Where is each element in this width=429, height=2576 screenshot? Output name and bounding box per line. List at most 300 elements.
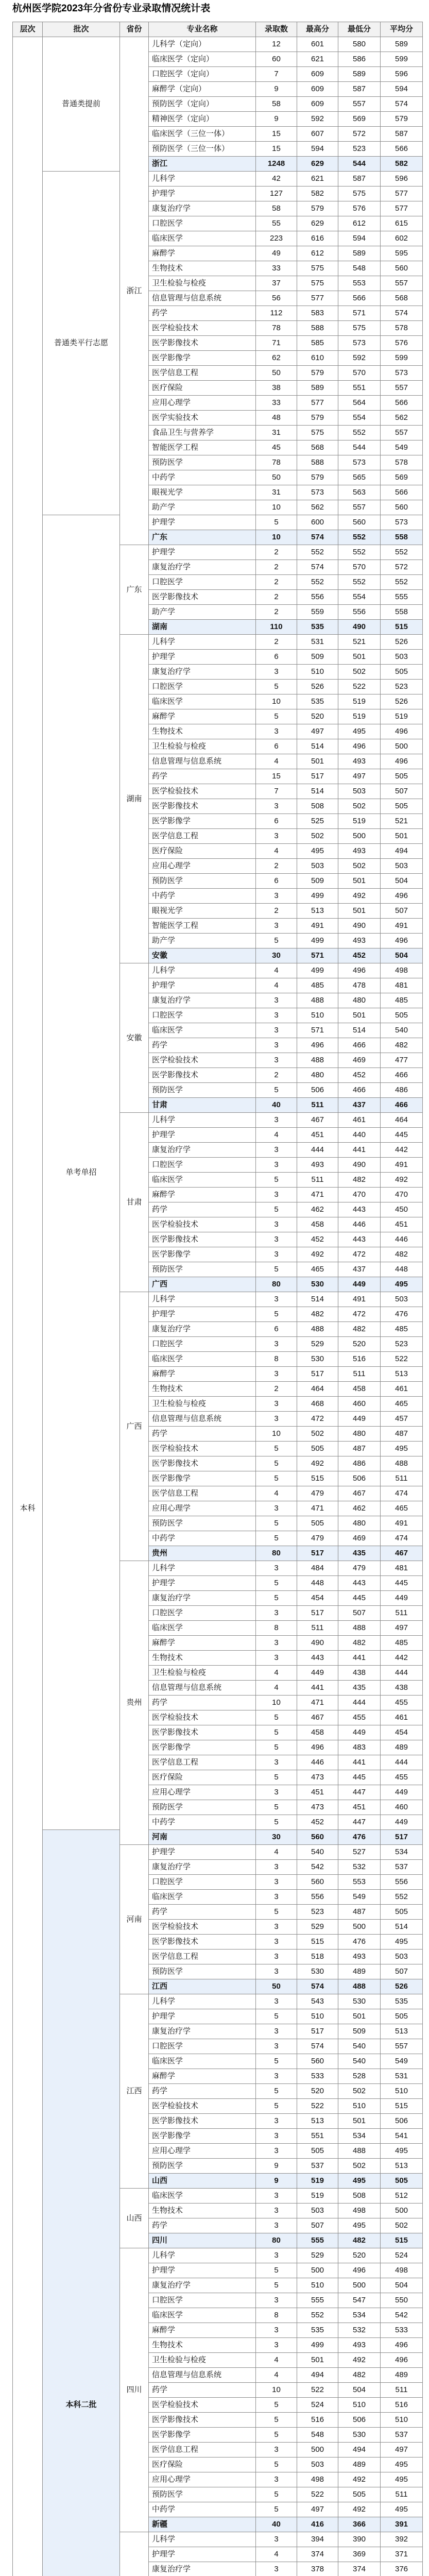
cell-max-score: 551 [297, 2129, 338, 2144]
cell-avg-score: 495 [381, 1935, 423, 1950]
cell-count: 10 [256, 694, 297, 709]
cell-min-score: 530 [338, 1994, 381, 2009]
cell-major: 临床医学 [149, 1352, 256, 1367]
cell-major: 医疗保险 [149, 2458, 256, 2472]
cell-max-score: 492 [297, 1456, 338, 1471]
cell-major: 麻醉学（定向） [149, 82, 256, 97]
cell-count: 40 [256, 1098, 297, 1113]
cell-major: 护理学 [149, 2009, 256, 2024]
cell-max-score: 511 [297, 1173, 338, 1188]
cell-min-score: 462 [338, 1501, 381, 1516]
cell-count: 10 [256, 2383, 297, 2398]
cell-count: 3 [256, 1755, 297, 1770]
cell-max-score: 462 [297, 1202, 338, 1217]
cell-count: 5 [256, 1456, 297, 1471]
cell-major: 医疗保险 [149, 381, 256, 396]
cell-min-score: 540 [338, 2054, 381, 2069]
cell-avg-score: 465 [381, 1501, 423, 1516]
cell-major: 口腔医学（定向） [149, 67, 256, 82]
cell-avg-score: 504 [381, 2278, 423, 2293]
cell-province [120, 2532, 149, 2576]
cell-count: 7 [256, 67, 297, 82]
cell-min-score: 483 [338, 1740, 381, 1755]
cell-avg-score: 515 [381, 2099, 423, 2114]
cell-min-score: 488 [338, 2144, 381, 2159]
cell-major: 儿科学（定向） [149, 37, 256, 52]
cell-max-score: 621 [297, 52, 338, 67]
cell-major: 医学影像技术 [149, 799, 256, 814]
cell-count: 45 [256, 440, 297, 455]
cell-count: 3 [256, 2039, 297, 2054]
cell-avg-score: 444 [381, 1755, 423, 1770]
cell-min-score: 586 [338, 52, 381, 67]
cell-min-score: 449 [338, 1412, 381, 1427]
cell-min-score: 501 [338, 2114, 381, 2129]
cell-max-score: 529 [297, 1920, 338, 1935]
cell-count: 8 [256, 2308, 297, 2323]
cell-avg-score: 599 [381, 52, 423, 67]
cell-max-score: 511 [297, 1098, 338, 1113]
cell-avg-score: 507 [381, 904, 423, 919]
cell-count: 10 [256, 1696, 297, 1710]
cell-major: 预防医学 [149, 1083, 256, 1098]
cell-count: 48 [256, 411, 297, 426]
cell-count: 5 [256, 2398, 297, 2413]
cell-major: 预防医学 [149, 874, 256, 889]
cell-min-score: 466 [338, 1038, 381, 1053]
cell-count: 38 [256, 381, 297, 396]
cell-min-score: 498 [338, 2204, 381, 2218]
cell-major: 信息管理与信息系统 [149, 1681, 256, 1696]
cell-count: 2 [256, 904, 297, 919]
cell-major: 康复治疗学 [149, 665, 256, 680]
cell-min-score: 554 [338, 590, 381, 605]
cell-major: 卫生检验与检疫 [149, 1397, 256, 1412]
cell-max-score: 574 [297, 2039, 338, 2054]
cell-major: 医学影像学 [149, 351, 256, 366]
cell-count: 5 [256, 2278, 297, 2293]
cell-major: 眼视光学 [149, 485, 256, 500]
cell-max-score: 517 [297, 1606, 338, 1621]
cell-max-score: 522 [297, 2383, 338, 2398]
cell-count: 5 [256, 1815, 297, 1830]
cell-count: 3 [256, 1606, 297, 1621]
cell-major: 中药学 [149, 889, 256, 904]
cell-major: 临床医学 [149, 1023, 256, 1038]
cell-count: 4 [256, 2368, 297, 2383]
cell-max-score: 522 [297, 2487, 338, 2502]
cell-count: 62 [256, 351, 297, 366]
cell-count: 10 [256, 1427, 297, 1442]
cell-major: 广西 [149, 1277, 256, 1292]
cell-avg-score: 449 [381, 1591, 423, 1606]
cell-max-score: 471 [297, 1188, 338, 1202]
cell-min-score: 441 [338, 1755, 381, 1770]
cell-min-score: 496 [338, 963, 381, 978]
cell-count: 2 [256, 545, 297, 560]
cell-avg-score: 497 [381, 2443, 423, 2458]
cell-avg-score: 503 [381, 1950, 423, 1964]
cell-major: 药学 [149, 1905, 256, 1920]
cell-avg-score: 474 [381, 1486, 423, 1501]
cell-max-score: 529 [297, 1337, 338, 1352]
table-row [13, 37, 423, 52]
cell-major: 药学 [149, 1696, 256, 1710]
cell-max-score: 502 [297, 829, 338, 844]
cell-max-score: 519 [297, 2174, 338, 2189]
cell-count: 58 [256, 97, 297, 112]
cell-avg-score: 555 [381, 590, 423, 605]
cell-count: 5 [256, 1531, 297, 1546]
cell-max-score: 517 [297, 1367, 338, 1382]
cell-max-score: 573 [297, 485, 338, 500]
cell-count: 5 [256, 1083, 297, 1098]
cell-province: 贵州 [120, 1561, 149, 1845]
cell-avg-score: 523 [381, 1337, 423, 1352]
cell-max-score: 454 [297, 1591, 338, 1606]
cell-count: 5 [256, 2009, 297, 2024]
cell-max-score: 592 [297, 112, 338, 127]
cell-major: 浙江 [149, 157, 256, 172]
cell-max-score: 537 [297, 2159, 338, 2174]
cell-avg-score: 485 [381, 1636, 423, 1651]
cell-count: 80 [256, 1546, 297, 1561]
cell-major: 生物技术 [149, 1651, 256, 1666]
cell-province: 广东 [120, 545, 149, 635]
cell-min-score: 508 [338, 2189, 381, 2204]
cell-major: 四川 [149, 2233, 256, 2248]
cell-min-score: 490 [338, 919, 381, 934]
cell-max-score: 535 [297, 620, 338, 635]
cell-max-score: 452 [297, 1232, 338, 1247]
cell-major: 医学检验技术 [149, 1217, 256, 1232]
cell-avg-score: 510 [381, 2413, 423, 2428]
cell-max-score: 517 [297, 2024, 338, 2039]
cell-min-score: 573 [338, 455, 381, 470]
cell-province: 安徽 [120, 963, 149, 1113]
cell-province: 江西 [120, 1994, 149, 2189]
cell-count: 30 [256, 1830, 297, 1845]
cell-avg-score: 481 [381, 978, 423, 993]
cell-avg-score: 526 [381, 1979, 423, 1994]
cell-max-score: 495 [297, 844, 338, 859]
cell-count: 4 [256, 2547, 297, 2562]
cell-min-score: 612 [338, 216, 381, 231]
cell-major: 精神医学（定向） [149, 112, 256, 127]
cell-min-score: 520 [338, 2248, 381, 2263]
cell-count: 6 [256, 814, 297, 829]
cell-min-score: 478 [338, 978, 381, 993]
cell-min-score: 547 [338, 2293, 381, 2308]
cell-major: 预防医学（三位一体） [149, 142, 256, 157]
cell-min-score: 479 [338, 1561, 381, 1576]
cell-count: 5 [256, 2487, 297, 2502]
cell-max-score: 610 [297, 351, 338, 366]
cell-major: 护理学 [149, 650, 256, 665]
col-header-major: 专业名称 [149, 22, 256, 37]
cell-avg-score: 504 [381, 874, 423, 889]
cell-count: 3 [256, 1023, 297, 1038]
cell-avg-score: 445 [381, 1576, 423, 1591]
cell-min-score: 494 [338, 2443, 381, 2458]
cell-min-score: 587 [338, 172, 381, 187]
cell-max-score: 503 [297, 859, 338, 874]
cell-major: 医学检验技术 [149, 1710, 256, 1725]
cell-major: 医学影像技术 [149, 1935, 256, 1950]
cell-count: 3 [256, 1188, 297, 1202]
cell-count: 4 [256, 2353, 297, 2368]
cell-major: 眼视光学 [149, 904, 256, 919]
cell-max-score: 508 [297, 799, 338, 814]
cell-count: 4 [256, 1128, 297, 1143]
cell-avg-score: 506 [381, 2114, 423, 2129]
cell-min-score: 516 [338, 1352, 381, 1367]
cell-max-score: 479 [297, 1486, 338, 1501]
cell-count: 5 [256, 1800, 297, 1815]
cell-count: 3 [256, 1397, 297, 1412]
cell-avg-score: 524 [381, 2248, 423, 2263]
cell-count: 3 [256, 1875, 297, 1890]
cell-max-score: 515 [297, 1935, 338, 1950]
cell-avg-score: 550 [381, 2293, 423, 2308]
cell-count: 3 [256, 889, 297, 904]
cell-avg-score: 504 [381, 948, 423, 963]
cell-count: 3 [256, 799, 297, 814]
cell-min-score: 565 [338, 470, 381, 485]
cell-min-score: 569 [338, 112, 381, 127]
cell-min-score: 447 [338, 1815, 381, 1830]
cell-count: 8 [256, 1621, 297, 1636]
cell-major: 麻醉学 [149, 1367, 256, 1382]
cell-min-score: 469 [338, 1053, 381, 1068]
cell-min-score: 507 [338, 1606, 381, 1621]
cell-avg-score: 594 [381, 82, 423, 97]
cell-major: 中药学 [149, 470, 256, 485]
cell-count: 127 [256, 187, 297, 201]
col-header-max-score: 最高分 [297, 22, 338, 37]
cell-major: 卫生检验与检疫 [149, 2353, 256, 2368]
cell-avg-score: 495 [381, 1277, 423, 1292]
cell-max-score: 562 [297, 500, 338, 515]
cell-avg-score: 489 [381, 2368, 423, 2383]
cell-avg-score: 557 [381, 381, 423, 396]
cell-avg-score: 596 [381, 67, 423, 82]
cell-count: 50 [256, 366, 297, 381]
cell-major: 医疗保险 [149, 844, 256, 859]
cell-min-score: 493 [338, 1950, 381, 1964]
cell-min-score: 495 [338, 2174, 381, 2189]
cell-major: 康复治疗学 [149, 560, 256, 575]
cell-max-score: 510 [297, 2009, 338, 2024]
cell-major: 康复治疗学 [149, 1143, 256, 1158]
cell-avg-score: 578 [381, 455, 423, 470]
cell-major: 护理学 [149, 515, 256, 530]
cell-major: 应用心理学 [149, 2472, 256, 2487]
cell-avg-score: 449 [381, 1815, 423, 1830]
cell-max-score: 560 [297, 1830, 338, 1845]
cell-min-score: 519 [338, 814, 381, 829]
cell-avg-score: 376 [381, 2562, 423, 2576]
cell-avg-score: 569 [381, 470, 423, 485]
cell-max-score: 629 [297, 157, 338, 172]
cell-major: 河南 [149, 1830, 256, 1845]
cell-max-score: 560 [297, 1875, 338, 1890]
cell-major: 口腔医学 [149, 2039, 256, 2054]
cell-max-score: 499 [297, 963, 338, 978]
cell-major: 应用心理学 [149, 1501, 256, 1516]
cell-major: 康复治疗学 [149, 2562, 256, 2576]
cell-count: 3 [256, 2323, 297, 2338]
cell-major: 临床医学 [149, 2054, 256, 2069]
cell-min-score: 488 [338, 1621, 381, 1636]
cell-major: 湖南 [149, 620, 256, 635]
cell-avg-score: 491 [381, 1158, 423, 1173]
cell-major: 医学影像技术 [149, 2114, 256, 2129]
cell-max-score: 601 [297, 37, 338, 52]
cell-avg-score: 526 [381, 635, 423, 650]
cell-max-score: 523 [297, 1905, 338, 1920]
cell-avg-score: 531 [381, 2069, 423, 2084]
cell-max-score: 510 [297, 2278, 338, 2293]
cell-count: 3 [256, 1651, 297, 1666]
cell-avg-score: 558 [381, 530, 423, 545]
cell-avg-score: 494 [381, 844, 423, 859]
cell-avg-score: 449 [381, 1785, 423, 1800]
cell-avg-score: 464 [381, 1113, 423, 1128]
cell-avg-score: 540 [381, 1023, 423, 1038]
cell-max-score: 471 [297, 1501, 338, 1516]
cell-avg-score: 466 [381, 1068, 423, 1083]
cell-max-score: 488 [297, 1322, 338, 1337]
cell-major: 药学 [149, 1427, 256, 1442]
cell-max-score: 502 [297, 1427, 338, 1442]
cell-avg-score: 573 [381, 515, 423, 530]
cell-major: 医学影像技术 [149, 1456, 256, 1471]
cell-min-score: 437 [338, 1262, 381, 1277]
cell-max-score: 458 [297, 1725, 338, 1740]
cell-major: 医学实验技术 [149, 411, 256, 426]
cell-max-score: 535 [297, 2323, 338, 2338]
cell-major: 护理学 [149, 545, 256, 560]
cell-count: 3 [256, 1994, 297, 2009]
cell-major: 医学信息工程 [149, 1755, 256, 1770]
page-title: 杭州医学院2023年分省份专业录取情况统计表 [12, 3, 211, 14]
cell-avg-score: 574 [381, 97, 423, 112]
cell-min-score: 476 [338, 1935, 381, 1950]
cell-count: 9 [256, 82, 297, 97]
cell-min-score: 544 [338, 157, 381, 172]
cell-count: 33 [256, 261, 297, 276]
cell-batch: 普通类平行志愿 [43, 172, 120, 515]
cell-avg-score: 496 [381, 2353, 423, 2368]
cell-count: 6 [256, 874, 297, 889]
cell-min-score: 534 [338, 2129, 381, 2144]
cell-count: 3 [256, 2472, 297, 2487]
cell-avg-score: 470 [381, 1188, 423, 1202]
cell-avg-score: 500 [381, 2204, 423, 2218]
cell-max-score: 530 [297, 1352, 338, 1367]
cell-min-score: 549 [338, 1890, 381, 1905]
cell-avg-score: 568 [381, 291, 423, 306]
cell-max-score: 499 [297, 889, 338, 904]
cell-major: 生物技术 [149, 261, 256, 276]
cell-count: 5 [256, 1740, 297, 1755]
cell-count: 15 [256, 769, 297, 784]
cell-min-score: 472 [338, 1247, 381, 1262]
table-row [13, 1830, 423, 1845]
cell-major: 医学信息工程 [149, 2443, 256, 2458]
cell-major: 麻醉学 [149, 709, 256, 724]
cell-avg-score: 537 [381, 1860, 423, 1875]
cell-max-score: 517 [297, 769, 338, 784]
cell-min-score: 519 [338, 694, 381, 709]
cell-min-score: 551 [338, 381, 381, 396]
cell-max-score: 543 [297, 1994, 338, 2009]
cell-max-score: 497 [297, 2502, 338, 2517]
cell-min-score: 460 [338, 1397, 381, 1412]
col-header-batch: 批次 [43, 22, 120, 37]
cell-min-score: 458 [338, 1382, 381, 1397]
cell-count: 5 [256, 1471, 297, 1486]
cell-max-score: 552 [297, 545, 338, 560]
cell-min-score: 492 [338, 889, 381, 904]
cell-province: 湖南 [120, 635, 149, 963]
cell-major: 药学 [149, 2218, 256, 2233]
cell-min-score: 444 [338, 1696, 381, 1710]
cell-count: 5 [256, 1591, 297, 1606]
cell-major: 广东 [149, 530, 256, 545]
cell-major: 药学 [149, 306, 256, 321]
cell-count: 3 [256, 1053, 297, 1068]
cell-max-score: 441 [297, 1681, 338, 1696]
cell-count: 2 [256, 1382, 297, 1397]
cell-count: 4 [256, 978, 297, 993]
cell-min-score: 589 [338, 67, 381, 82]
cell-min-score: 480 [338, 1516, 381, 1531]
cell-count: 3 [256, 1935, 297, 1950]
cell-max-score: 509 [297, 650, 338, 665]
cell-max-score: 533 [297, 2069, 338, 2084]
cell-major: 预防医学 [149, 1964, 256, 1979]
cell-max-score: 496 [297, 1740, 338, 1755]
cell-count: 31 [256, 485, 297, 500]
cell-major: 医学信息工程 [149, 1486, 256, 1501]
cell-min-score: 482 [338, 1322, 381, 1337]
cell-major: 药学 [149, 2084, 256, 2099]
cell-min-score: 466 [338, 1083, 381, 1098]
col-header-avg-score: 平均分 [381, 22, 423, 37]
cell-major: 临床医学 [149, 231, 256, 246]
cell-min-score: 495 [338, 724, 381, 739]
cell-province: 四川 [120, 2248, 149, 2532]
cell-major: 医学检验技术 [149, 1053, 256, 1068]
cell-max-score: 500 [297, 2263, 338, 2278]
cell-max-score: 552 [297, 575, 338, 590]
cell-count: 15 [256, 142, 297, 157]
cell-major: 医学检验技术 [149, 321, 256, 336]
cell-max-score: 472 [297, 1412, 338, 1427]
cell-count: 3 [256, 2293, 297, 2308]
cell-min-score: 570 [338, 366, 381, 381]
cell-avg-score: 562 [381, 411, 423, 426]
cell-major: 医学影像技术 [149, 336, 256, 351]
cell-count: 49 [256, 246, 297, 261]
cell-count: 5 [256, 1725, 297, 1740]
cell-avg-score: 595 [381, 246, 423, 261]
cell-min-score: 566 [338, 291, 381, 306]
cell-min-score: 493 [338, 844, 381, 859]
cell-avg-score: 558 [381, 605, 423, 620]
